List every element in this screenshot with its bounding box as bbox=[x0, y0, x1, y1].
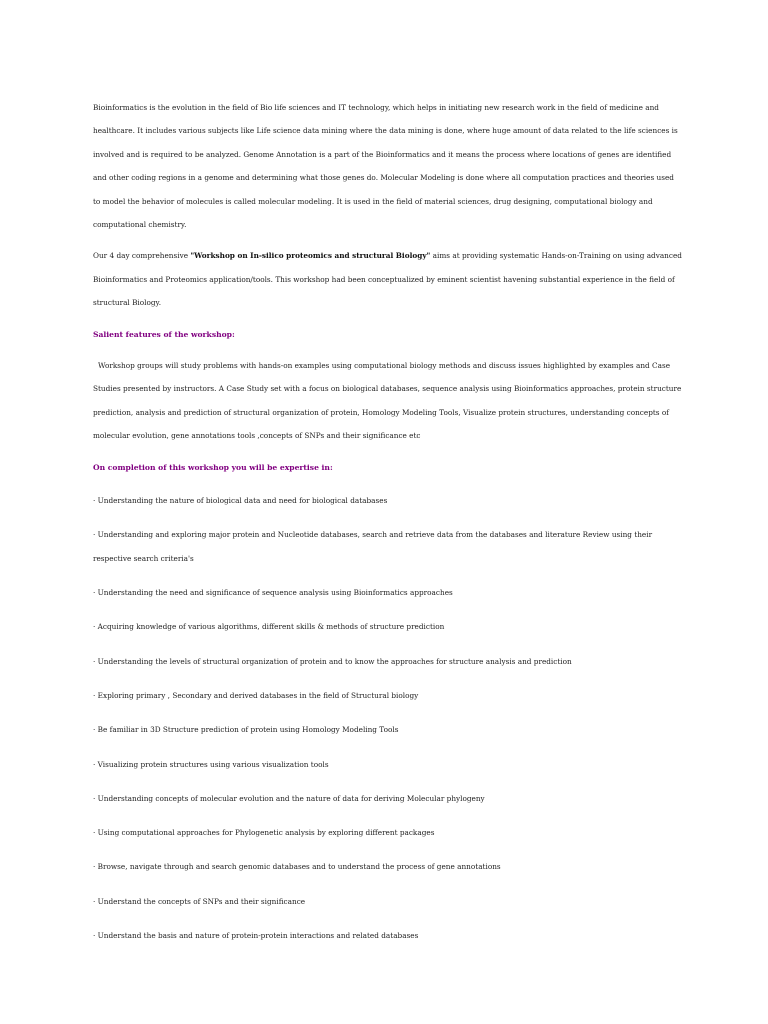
features-heading: Salient features of the workshop: bbox=[93, 329, 235, 339]
list-item: · Understanding concepts of molecular evolution and the nature of data for deriving Molecular phylogeny bbox=[93, 793, 485, 803]
list-item: · Exploring primary , Secondary and derived databases in the field of Structural biology bbox=[93, 690, 419, 700]
list-item: · Be familiar in 3D Structure prediction of protein using Homology Modeling Tools bbox=[93, 725, 399, 735]
list-item: · Acquiring knowledge of various algorithms, different skills & methods of structure prediction bbox=[93, 622, 445, 632]
list-item: · Understand the basis and nature of protein-protein interactions and related databases bbox=[93, 931, 419, 941]
workshop-prefix: Our 4 day comprehensive bbox=[93, 251, 191, 261]
intro-paragraph: Bioinformatics is the evolution in the field of Bio life sciences and IT technology, which helps in initiating new research work in the field of medicine and healthcare. It includes various subjects like Life science data mining where the data mining is done, where huge amount of data related to the life sciences is involved and is required to be analyzed. Genome Annotation is a part of the Bioinformatics and it means the process where locations of genes are identified and other coding regions in a genome and determining what those genes do. Molecular Modeling is done where all computation practices and theories used to model the behavior of molecules is called molecular modeling. It is used in the field of material sciences, drug designing, computational biology and computational chemistry. bbox=[93, 103, 678, 230]
expertise-heading: On completion of this workshop you will be expertise in: bbox=[93, 462, 333, 472]
list-item: · Understanding the levels of structural organization of protein and to know the approaches for structure analysis and prediction bbox=[93, 656, 572, 666]
list-item: · Using computational approaches for Phylogenetic analysis by exploring different packages bbox=[93, 828, 435, 838]
document-page bbox=[93, 96, 683, 947]
workshop-title: "Workshop on In-silico proteomics and structural Biology" bbox=[190, 251, 431, 261]
workshop-paragraph bbox=[93, 244, 683, 314]
list-item: · Understand the concepts of SNPs and their significance bbox=[93, 896, 306, 906]
list-item: · Browse, navigate through and search genomic databases and to understand the process of gene annotations bbox=[93, 862, 501, 872]
list-item: · Understanding the nature of biological data and need for biological databases bbox=[93, 496, 388, 506]
workshop-suffix: aims at providing systematic Hands-on-Training on using advanced Bioinformatics and Proteomics application/tools. This workshop had been conceptualized by eminent scientist havening substantial experience in the field of structural Biology. bbox=[93, 251, 682, 308]
list-item: · Understanding and exploring major protein and Nucleotide databases, search and retrieve data from the databases and literature Review using their respective search criteria's bbox=[93, 530, 653, 563]
list-item: · Understanding the need and significance of sequence analysis using Bioinformatics approaches bbox=[93, 588, 453, 598]
expertise-list bbox=[93, 489, 683, 947]
list-item: · Visualizing protein structures using various visualization tools bbox=[93, 759, 329, 769]
features-paragraph: Workshop groups will study problems with hands-on examples using computational biology methods and discuss issues highlighted by examples and Case Studies presented by instructors. A Case Study set with a focus on biological databases, sequence analysis using Bioinformatics approaches, protein structure prediction, analysis and prediction of structural organization of protein, Homology Modeling Tools, Visualize protein structures, understanding concepts of molecular evolution, gene annotations tools ,concepts of SNPs and their significance etc bbox=[93, 361, 682, 441]
